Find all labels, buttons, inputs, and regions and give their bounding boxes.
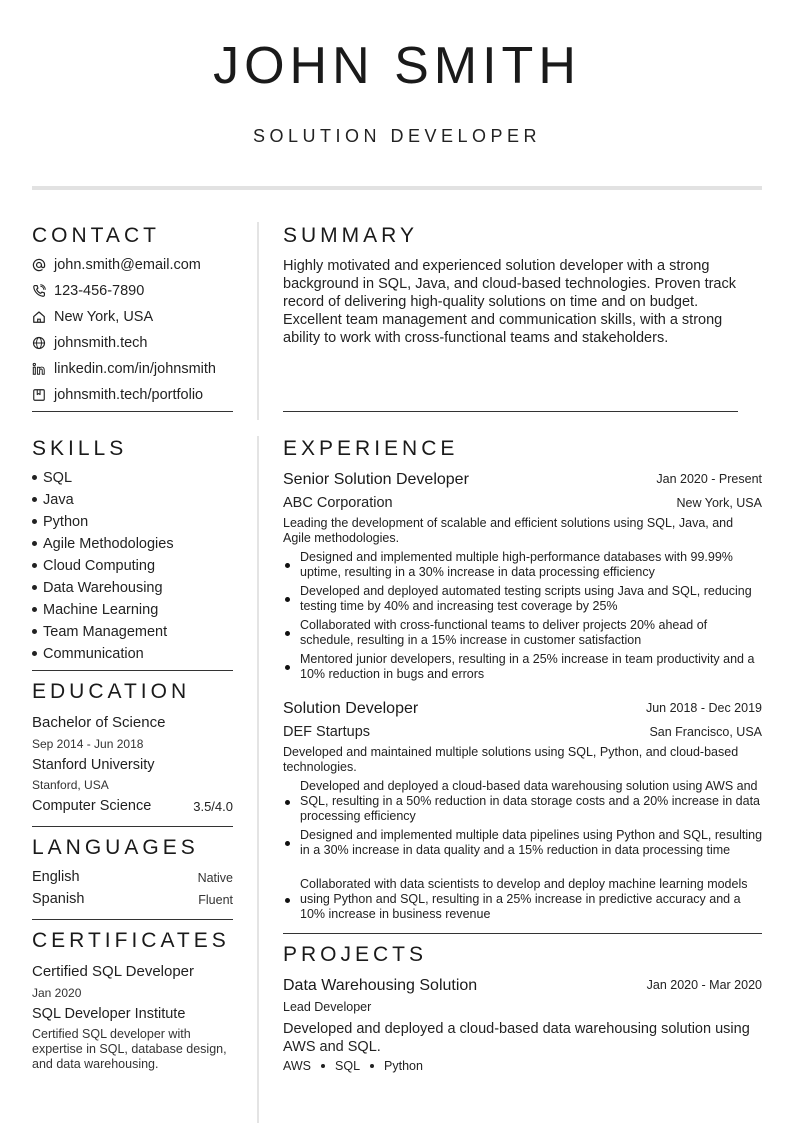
education-heading: EDUCATION — [32, 680, 191, 703]
job-company: ABC Corporation — [283, 495, 393, 511]
project-dates: Jan 2020 - Mar 2020 — [646, 978, 762, 992]
job-dates: Jun 2018 - Dec 2019 — [645, 701, 762, 715]
project-tag: SQL — [335, 1059, 361, 1073]
job-dates: Jan 2020 - Present — [656, 472, 762, 486]
language-name: English — [32, 869, 80, 885]
certificate-title: Certified SQL Developer — [32, 963, 195, 980]
contact-website-text: johnsmith.tech — [54, 335, 148, 351]
portfolio-icon — [32, 388, 46, 402]
education-degree: Bachelor of Science — [32, 714, 166, 731]
skill-item: Java — [32, 492, 74, 508]
job-bullet: Designed and implemented multiple data pipelines using Python and SQL, resulting in a 30% increase in data quality and a 15% reduction in data processing time — [283, 828, 763, 858]
skill-item: Cloud Computing — [32, 558, 155, 574]
job-bullet: Designed and implemented multiple high-performance databases with 99.99% uptime, resulting in a 30% increase in data processing efficiency — [283, 550, 763, 580]
contact-divider — [32, 411, 233, 412]
phone-icon — [32, 284, 46, 298]
project-role: Lead Developer — [283, 1000, 372, 1014]
skills-heading: SKILLS — [32, 437, 128, 460]
education-dates: Sep 2014 - Jun 2018 — [32, 737, 144, 751]
contact-linkedin-text: linkedin.com/in/johnsmith — [54, 361, 216, 377]
experience-heading: EXPERIENCE — [283, 437, 459, 460]
languages-heading: LANGUAGES — [32, 836, 199, 859]
skill-item: Machine Learning — [32, 602, 158, 618]
at-icon — [32, 258, 46, 272]
language-level: Fluent — [198, 893, 233, 907]
globe-icon — [32, 336, 46, 350]
project-tag: Python — [384, 1059, 423, 1073]
contact-phone[interactable] — [32, 283, 144, 299]
language-name: Spanish — [32, 891, 85, 907]
project-description: Developed and deployed a cloud-based data warehousing solution using AWS and SQL. — [283, 1021, 750, 1055]
contact-email-text: john.smith@email.com — [54, 257, 201, 273]
job-bullet: Collaborated with cross-functional teams to deliver projects 20% ahead of schedule, resulting in a 15% increase in customer satisfaction — [283, 618, 763, 648]
contact-location — [32, 309, 153, 325]
skill-item: Team Management — [32, 624, 167, 640]
header-divider — [32, 186, 762, 190]
skills-divider — [32, 670, 233, 671]
education-divider — [32, 826, 233, 827]
job-description: Developed and maintained multiple solutions using SQL, Python, and cloud-based technologies. — [283, 745, 739, 774]
education-gpa: 3.5/4.0 — [193, 799, 233, 814]
contact-portfolio[interactable] — [32, 387, 203, 403]
projects-heading: PROJECTS — [283, 943, 428, 966]
job-title: Senior Solution Developer — [283, 471, 469, 488]
column-divider-bottom — [257, 436, 259, 1123]
resume-role: SOLUTION DEVELOPER — [252, 126, 542, 146]
contact-location-text: New York, USA — [54, 309, 154, 325]
skill-item: Agile Methodologies — [32, 536, 174, 552]
summary-heading: SUMMARY — [283, 224, 418, 247]
contact-phone-text: 123-456-7890 — [54, 283, 145, 299]
column-divider-top — [257, 222, 259, 420]
job-bullet: Mentored junior developers, resulting in a 25% increase in team productivity and a 10% reduction in bugs and errors — [283, 652, 763, 682]
job-bullet: Developed and deployed automated testing scripts using Java and SQL, reducing testing time by 40% and increasing test coverage by 25% — [283, 584, 763, 614]
contact-heading: CONTACT — [32, 224, 160, 247]
education-school: Stanford University — [32, 757, 155, 773]
skill-item: Data Warehousing — [32, 580, 163, 596]
summary-divider — [283, 411, 738, 412]
job-title: Solution Developer — [283, 700, 419, 717]
contact-website[interactable] — [32, 335, 148, 351]
education-location: Stanford, USA — [32, 778, 109, 792]
contact-portfolio-text: johnsmith.tech/portfolio — [54, 387, 204, 403]
job-location: New York, USA — [676, 496, 762, 510]
experience-divider — [283, 933, 762, 934]
project-tag: AWS — [283, 1059, 312, 1073]
contact-linkedin[interactable] — [32, 361, 216, 377]
job-location: San Francisco, USA — [649, 725, 762, 739]
certificates-heading: CERTIFICATES — [32, 929, 230, 952]
summary-text: Highly motivated and experienced solution developer with a strong background in SQL, Java, and cloud-based technologies. Proven track record of delivering high-quality solutions on time and on budget. Excellent team management and communication skills, with a strong ability to work with cross-functional teams and stakeholders. — [283, 258, 736, 346]
language-level: Native — [197, 871, 233, 885]
languages-divider — [32, 919, 233, 920]
certificate-date: Jan 2020 — [32, 986, 82, 1000]
skill-item: Communication — [32, 646, 144, 662]
education-field: Computer Science — [32, 798, 152, 814]
job-bullet: Developed and deployed a cloud-based data warehousing solution using AWS and SQL, resulting in a 50% reduction in data storage costs and a 20% increase in data processing efficiency — [283, 779, 763, 824]
resume-name: JOHN SMITH — [213, 37, 581, 95]
certificate-issuer: SQL Developer Institute — [32, 1006, 186, 1022]
project-title: Data Warehousing Solution — [283, 977, 478, 994]
home-icon — [32, 310, 46, 324]
job-description: Leading the development of scalable and efficient solutions using SQL, Java, and Agile methodologies. — [283, 516, 734, 545]
linkedin-icon — [32, 362, 46, 376]
skill-item: SQL — [32, 470, 72, 486]
skill-item: Python — [32, 514, 88, 530]
certificate-description: Certified SQL developer with expertise in SQL, database design, and data warehousing. — [32, 1027, 227, 1071]
project-tags — [283, 1059, 423, 1073]
job-company: DEF Startups — [283, 724, 371, 740]
contact-email[interactable] — [32, 257, 201, 273]
job-bullet: Collaborated with data scientists to develop and deploy machine learning models using Python and SQL, resulting in a 25% increase in predictive accuracy and a 10% increase in business revenue — [283, 877, 763, 922]
